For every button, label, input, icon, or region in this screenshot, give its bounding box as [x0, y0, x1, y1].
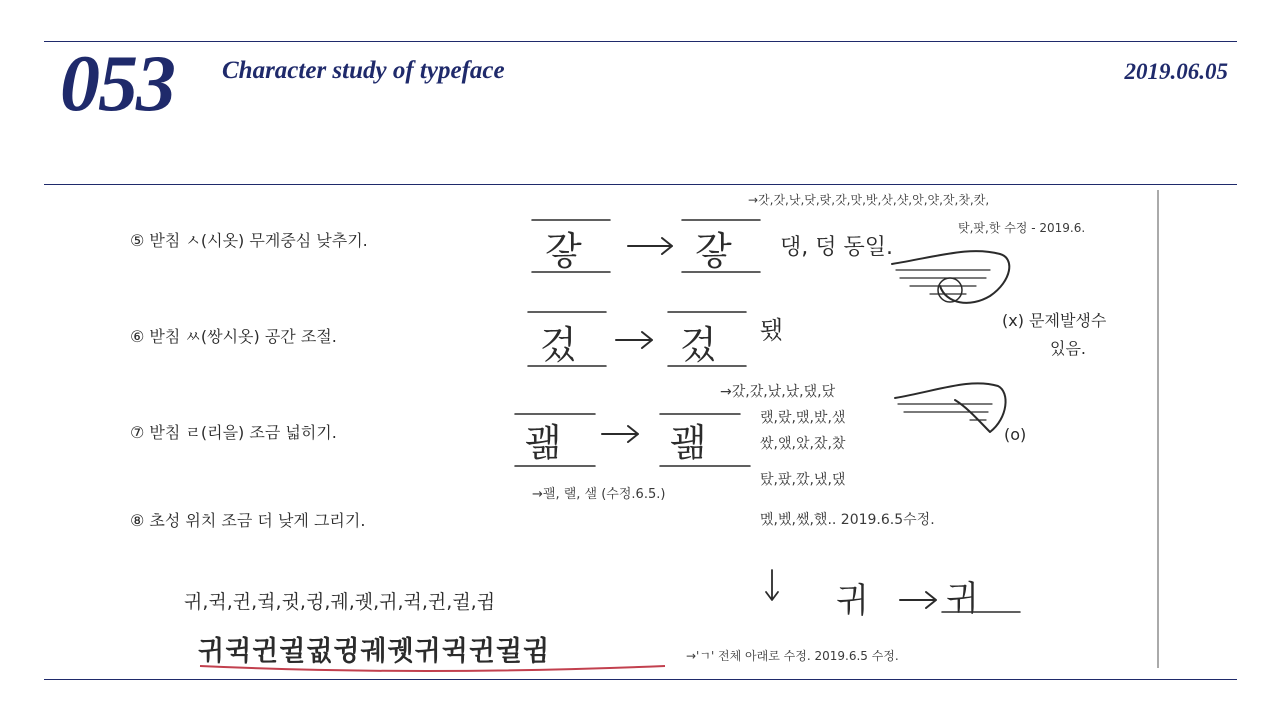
stroke-detail-sketch-bottom — [895, 383, 1006, 432]
row8-result: 귀귁귄귈귒귕궤궷귀귁귄귈귐 — [198, 636, 551, 667]
handwritten-sketch — [120, 186, 1160, 676]
bottom-rule — [44, 679, 1237, 680]
row8-note: →'ㄱ' 전체 아래로 수정. 2019.6.5 수정. — [686, 649, 899, 663]
note-6: ⑥ 받침 ㅆ(쌍시옷) 공간 조절. — [130, 327, 337, 346]
row6-note-1: (x) 문제발생수 — [1002, 311, 1107, 330]
row7-sub: →괠, 랠, 샐 (수정.6.5.) — [532, 487, 666, 502]
page-title: Character study of typeface — [222, 57, 505, 84]
row6-after-glyph: 겄 — [680, 323, 717, 367]
row5-list-1: →갓,갓,낫,닷,랏,갓,맛,밧,삿,샷,앗,얏,잣,찻,캇, — [748, 193, 990, 207]
note-7: ⑦ 받침 ㄹ(리을) 조금 넓히기. — [130, 423, 337, 442]
row7-after-glyph: 괢 — [670, 421, 707, 465]
row5-list-2: 탓,팟,핫 수정 - 2019.6. — [958, 221, 1086, 235]
page-date: 2019.06.05 — [1124, 59, 1228, 84]
row8-sample: 귀,귁,귄,귘,귓,귕,궤,궷,귀,귁,귄,귈,귐 — [184, 591, 496, 613]
row7-list-0: →갔,갔,났,났,댔,닸 — [720, 384, 836, 400]
top-rule — [44, 41, 1237, 42]
stroke-detail-sketch-top — [892, 251, 1009, 303]
note-8: ⑧ 초성 위치 조금 더 낮게 그리기. — [130, 511, 366, 530]
row7-before-glyph: 괢 — [525, 421, 562, 465]
arrow-icon — [616, 332, 652, 348]
row7-list-2: 쌌,앴,았,잤,찼 — [760, 436, 846, 452]
row6-note-2: 있음. — [1050, 339, 1086, 358]
arrow-icon — [602, 426, 638, 442]
row5-after-glyph: 갛 — [695, 229, 732, 273]
note-5: ⑤ 받침 ㅅ(시옷) 무게중심 낮추기. — [130, 231, 368, 250]
row7-list-3: 탔,팠,깠,냈,댔 — [760, 472, 846, 488]
row7-ok: (o) — [1004, 425, 1027, 444]
row6-extra: 됐 — [760, 316, 784, 344]
row7-list-4: 멨,벴,쌨,했.. 2019.6.5수정. — [760, 512, 935, 528]
row5-before-glyph: 갛 — [545, 229, 582, 273]
row7-list-1: 랬,랐,맸,밨,샜 — [760, 410, 846, 426]
header-divider — [44, 184, 1237, 185]
arrow-icon — [628, 238, 672, 254]
page-number: 053 — [60, 40, 174, 128]
row8-after-glyph: 귀 — [946, 579, 979, 619]
row6-before-glyph: 겄 — [540, 323, 577, 367]
arrow-icon — [900, 592, 936, 608]
row8-before-glyph: 귀 — [836, 581, 869, 621]
down-arrow-icon — [766, 570, 778, 600]
row5-extra: 댕, 덩 동일. — [780, 235, 893, 260]
